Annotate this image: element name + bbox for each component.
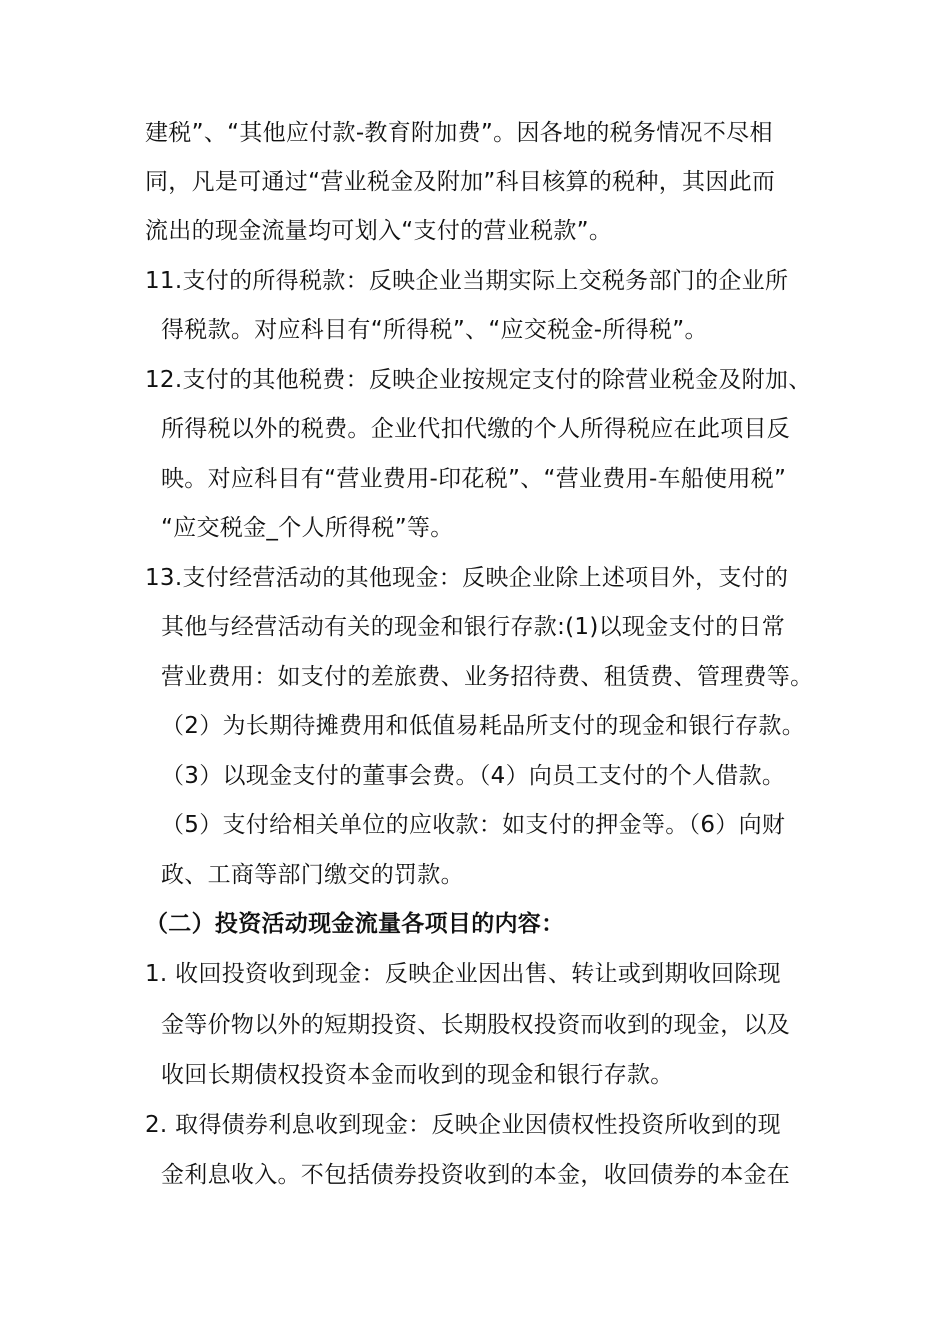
text-line: 收回长期债权投资本金而收到的现金和银行存款。 [161,1062,674,1088]
list-item-13: 13.支付经营活动的其他现金：反映企业除上述项目外，支付的 [145,565,789,591]
text-line: （3）以现金支付的董事会费。（4）向员工支付的个人借款。 [161,763,786,789]
text-line: 映。对应科目有“营业费用-印花税”、“营业费用-车船使用税” [161,466,787,492]
text-line: 其他与经营活动有关的现金和银行存款:(1)以现金支付的日常 [161,614,786,640]
text-line: 营业费用：如支付的差旅费、业务招待费、租赁费、管理费等。 [161,664,814,690]
text-line: （2）为长期待摊费用和低值易耗品所支付的现金和银行存款。 [161,713,806,739]
list-item-1: 1. 收回投资收到现金：反映企业因出售、转让或到期收回除现 [145,961,781,987]
list-item-11: 11.支付的所得税款：反映企业当期实际上交税务部门的企业所 [145,268,789,294]
list-item-12: 12.支付的其他税费：反映企业按规定支付的除营业税金及附加、 [145,367,812,393]
text-line: 政、工商等部门缴交的罚款。 [161,862,464,888]
text-line: 金等价物以外的短期投资、长期股权投资而收到的现金，以及 [161,1012,791,1038]
text-line: 同，凡是可通过“营业税金及附加”科目核算的税种，其因此而 [145,169,776,195]
text-line: （5）支付给相关单位的应收款：如支付的押金等。（6）向财 [161,812,786,838]
text-line: 流出的现金流量均可划入“支付的营业税款”。 [145,218,613,244]
list-item-2: 2. 取得债券利息收到现金：反映企业因债权性投资所收到的现 [145,1112,781,1138]
section-heading: （二）投资活动现金流量各项目的内容： [145,911,565,937]
text-line: 得税款。对应科目有“所得税”、“应交税金-所得税”。 [161,317,708,343]
text-line: 所得税以外的税费。企业代扣代缴的个人所得税应在此项目反 [161,416,791,442]
text-line: “应交税金_个人所得税”等。 [161,515,454,541]
text-line: 金利息收入。不包括债券投资收到的本金，收回债券的本金在 [161,1162,791,1188]
text-line: 建税”、“其他应付款-教育附加费”。因各地的税务情况不尽相 [145,120,773,146]
